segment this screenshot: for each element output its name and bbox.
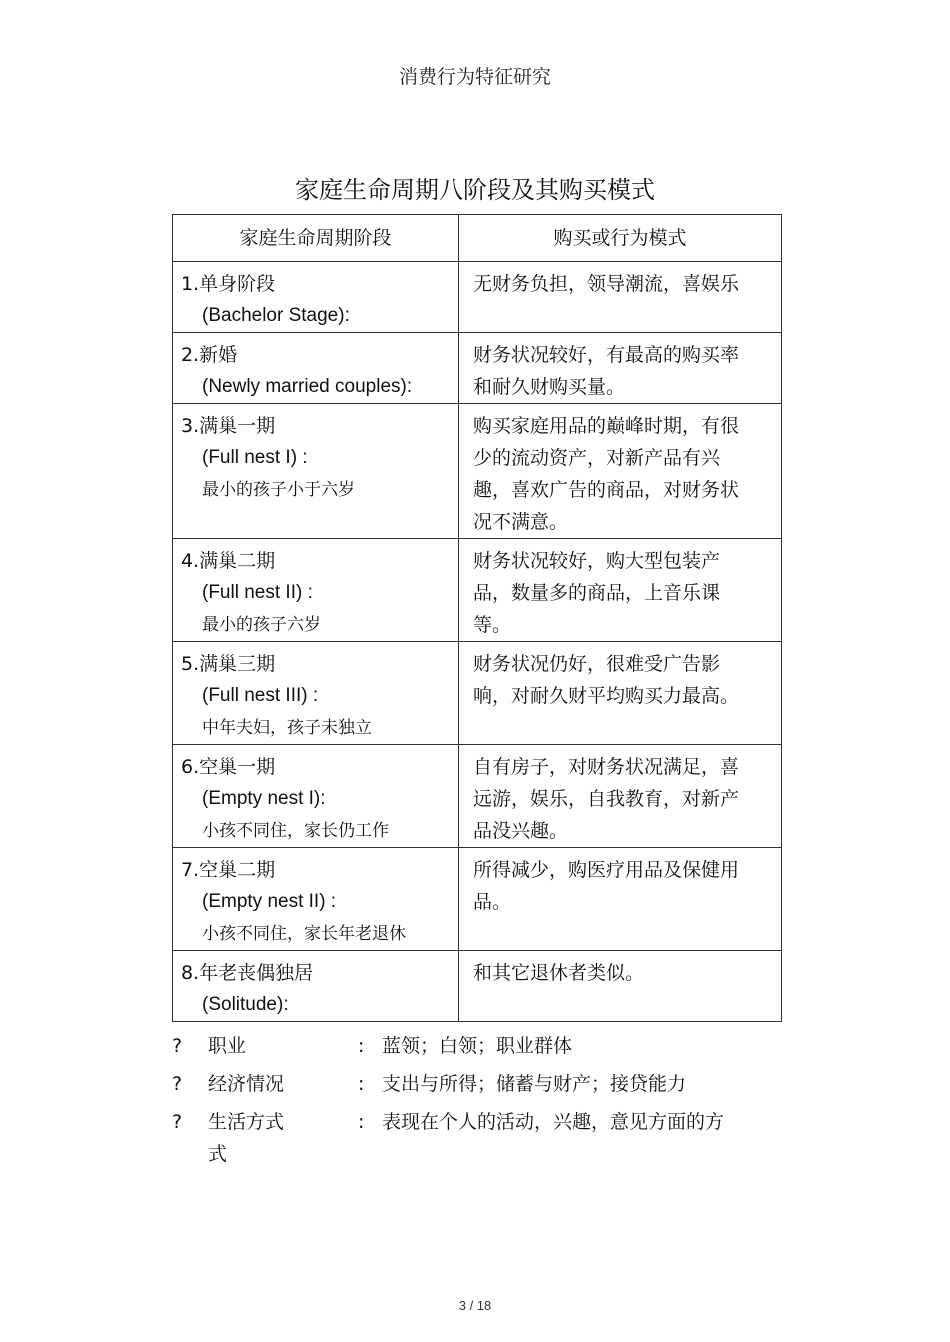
header-stage: 家庭生命周期阶段: [173, 215, 459, 262]
table-header-row: [173, 215, 782, 262]
stage-english: (Full nest II) :: [202, 582, 313, 603]
stage-cell: [173, 642, 459, 745]
stage-name: 6.空巢一期: [181, 756, 276, 778]
table-row: [173, 951, 782, 1022]
stage-name: 8.年老丧偶独居: [181, 962, 314, 984]
stage-english: (Empty nest I):: [202, 788, 326, 809]
table-title: 家庭生命周期八阶段及其购买模式: [295, 176, 655, 204]
note-item: [172, 1106, 792, 1186]
note-item: [172, 1068, 792, 1106]
note-label: 生活方式: [208, 1111, 285, 1133]
stage-description: 最小的孩子六岁: [202, 615, 321, 635]
stage-english: (Solitude):: [202, 994, 289, 1015]
mode-cell: 无财务负担，领导潮流，喜娱乐: [459, 262, 782, 333]
note-value: 蓝领；白领；职业群体: [382, 1035, 573, 1057]
stage-english: (Newly married couples):: [202, 376, 413, 397]
stage-name: 4.满巢二期: [181, 550, 276, 572]
stage-description: 中年夫妇，孩子未独立: [202, 718, 372, 738]
note-value: 表现在个人的活动，兴趣，意见方面的方: [382, 1111, 725, 1133]
header-mode: 购买或行为模式: [459, 215, 782, 262]
stage-english: (Bachelor Stage):: [202, 305, 350, 326]
stage-description: 小孩不同住，家长年老退休: [202, 924, 406, 944]
stage-description: 最小的孩子小于六岁: [202, 480, 355, 500]
stage-cell: [173, 745, 459, 848]
stage-name: 1.单身阶段: [181, 273, 276, 295]
table-row: [173, 848, 782, 951]
stage-description: 小孩不同住，家长仍工作: [202, 821, 389, 841]
stage-name: 3.满巢一期: [181, 415, 276, 437]
mode-cell: 财务状况较好，有最高的购买率和耐久财购买量。: [459, 333, 782, 404]
stage-name: 5.满巢三期: [181, 653, 276, 675]
table-row: [173, 539, 782, 642]
notes-list: [172, 1030, 792, 1186]
stage-english: (Full nest III) :: [202, 685, 319, 706]
stage-english: (Full nest I) :: [202, 447, 308, 468]
note-label: 职业: [208, 1035, 247, 1057]
page-number: 3 / 18: [458, 1298, 492, 1313]
note-continuation: 式: [208, 1143, 228, 1165]
stage-cell: [173, 333, 459, 404]
page-header: 消费行为特征研究: [398, 66, 551, 88]
bullet-mark: ?: [172, 1035, 183, 1057]
table-row: [173, 262, 782, 333]
table-row: [173, 745, 782, 848]
stage-cell: [173, 539, 459, 642]
stage-name: 7.空巢二期: [181, 859, 276, 881]
mode-cell: 自有房子，对财务状况满足，喜远游，娱乐，自我教育，对新产品没兴趣。: [459, 745, 782, 848]
table-row: [173, 642, 782, 745]
mode-cell: 财务状况较好，购大型包装产品，数量多的商品，上音乐课等。: [459, 539, 782, 642]
note-colon: :: [358, 1073, 365, 1095]
life-cycle-table: [172, 214, 782, 1022]
mode-cell: 购买家庭用品的巅峰时期，有很少的流动资产，对新产品有兴趣，喜欢广告的商品，对财务状况不满意。: [459, 404, 782, 539]
stage-cell: [173, 951, 459, 1022]
stage-cell: [173, 262, 459, 333]
table-row: [173, 404, 782, 539]
note-item: [172, 1030, 792, 1068]
note-colon: :: [358, 1111, 365, 1133]
note-label: 经济情况: [208, 1073, 285, 1095]
stage-name: 2.新婚: [181, 344, 238, 366]
table-row: [173, 333, 782, 404]
bullet-mark: ?: [172, 1111, 183, 1133]
note-value: 支出与所得；储蓄与财产；接贷能力: [382, 1073, 687, 1095]
mode-cell: 所得减少，购医疗用品及保健用品。: [459, 848, 782, 951]
stage-english: (Empty nest II) :: [202, 891, 337, 912]
mode-cell: 财务状况仍好，很难受广告影响，对耐久财平均购买力最高。: [459, 642, 782, 745]
note-colon: :: [358, 1035, 365, 1057]
bullet-mark: ?: [172, 1073, 183, 1095]
mode-cell: 和其它退休者类似。: [459, 951, 782, 1022]
stage-cell: [173, 848, 459, 951]
stage-cell: [173, 404, 459, 539]
